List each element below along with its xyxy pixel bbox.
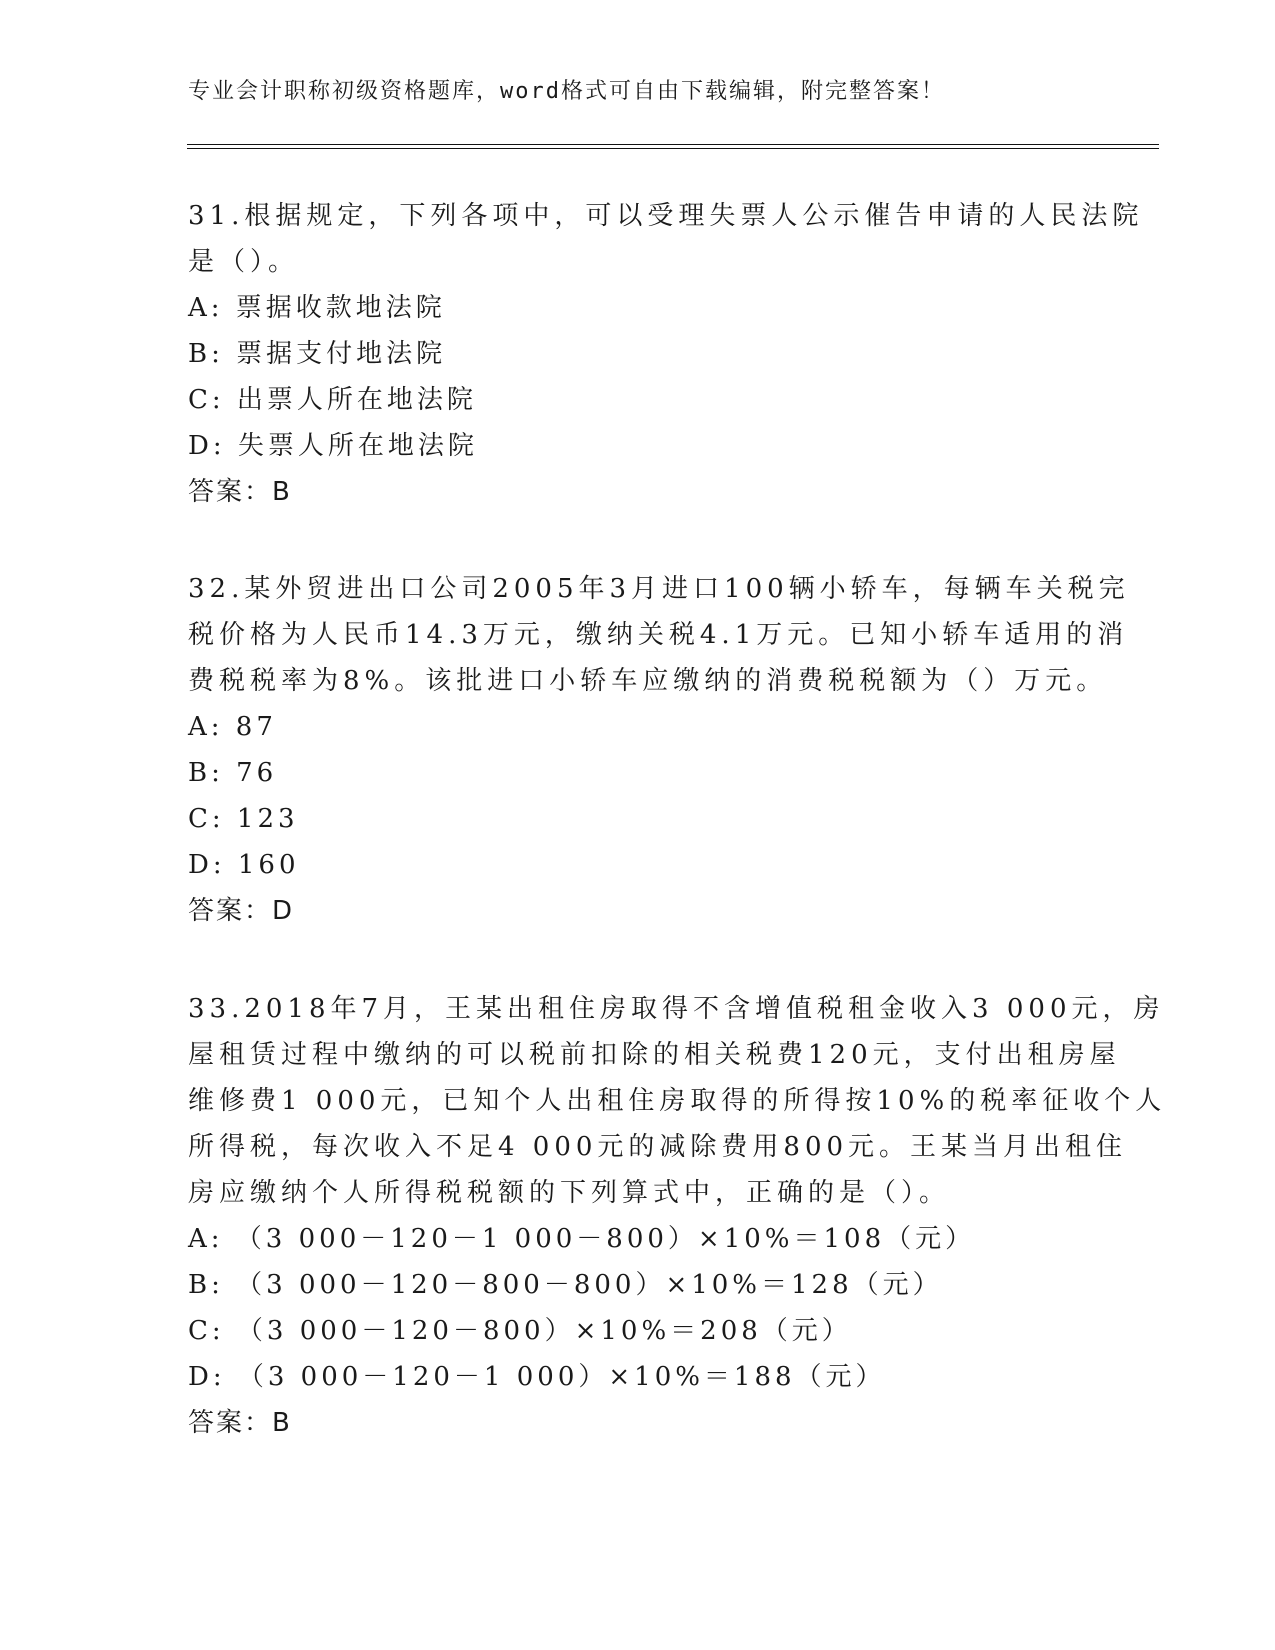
option-a: A: （3 000－120－1 000－800）×10%＝108（元） [188,1224,976,1254]
question-stem [188,193,1144,285]
option-c: C: 123 [188,804,299,834]
header-divider [187,144,1159,149]
question-32 [188,566,1130,934]
option-c: C: （3 000－120－800）×10%＝208（元） [188,1316,852,1346]
stem-line: 是（）。 [188,247,300,277]
stem-line: 费税税率为8%。该批进口小轿车应缴纳的消费税税额为（）万元。 [188,666,1108,696]
answer-line: 答案：B [188,477,292,507]
question-stem [188,986,1167,1216]
question-stem [188,566,1130,704]
option-b: B: 76 [188,758,278,788]
stem-line: 税价格为人民币14.3万元，缴纳关税4.1万元。已知小轿车适用的消 [188,620,1129,650]
option-c: C: 出票人所在地法院 [188,385,477,415]
stem-line: 33.2018年7月，王某出租住房取得不含增值税租金收入3 000元，房 [188,994,1165,1024]
answer-line: 答案：B [188,1408,292,1438]
option-d: D: （3 000－120－1 000）×10%＝188（元） [188,1362,886,1392]
option-a: A: 87 [188,712,277,742]
page-header: 专业会计职称初级资格题库，word格式可自由下载编辑，附完整答案！ [188,79,945,104]
option-b: B: 票据支付地法院 [188,339,447,369]
option-a: A: 票据收款地法院 [188,293,446,323]
stem-line: 屋租赁过程中缴纳的可以税前扣除的相关税费120元，支付出租房屋 [188,1040,1121,1070]
question-33 [188,986,1167,1446]
question-31 [188,193,1144,515]
stem-line: 维修费1 000元，已知个人出租住房取得的所得按10%的税率征收个人 [188,1086,1167,1116]
option-d: D: 失票人所在地法院 [188,431,478,461]
stem-line: 32.某外贸进出口公司2005年3月进口100辆小轿车，每辆车关税完 [188,574,1130,604]
stem-line: 所得税，每次收入不足4 000元的减除费用800元。王某当月出租住 [188,1132,1128,1162]
option-d: D: 160 [188,850,300,880]
stem-line: 31.根据规定，下列各项中，可以受理失票人公示催告申请的人民法院 [188,201,1144,231]
answer-line: 答案：D [188,896,295,926]
option-b: B: （3 000－120－800－800）×10%＝128（元） [188,1270,943,1300]
stem-line: 房应缴纳个人所得税税额的下列算式中，正确的是（）。 [188,1178,951,1208]
